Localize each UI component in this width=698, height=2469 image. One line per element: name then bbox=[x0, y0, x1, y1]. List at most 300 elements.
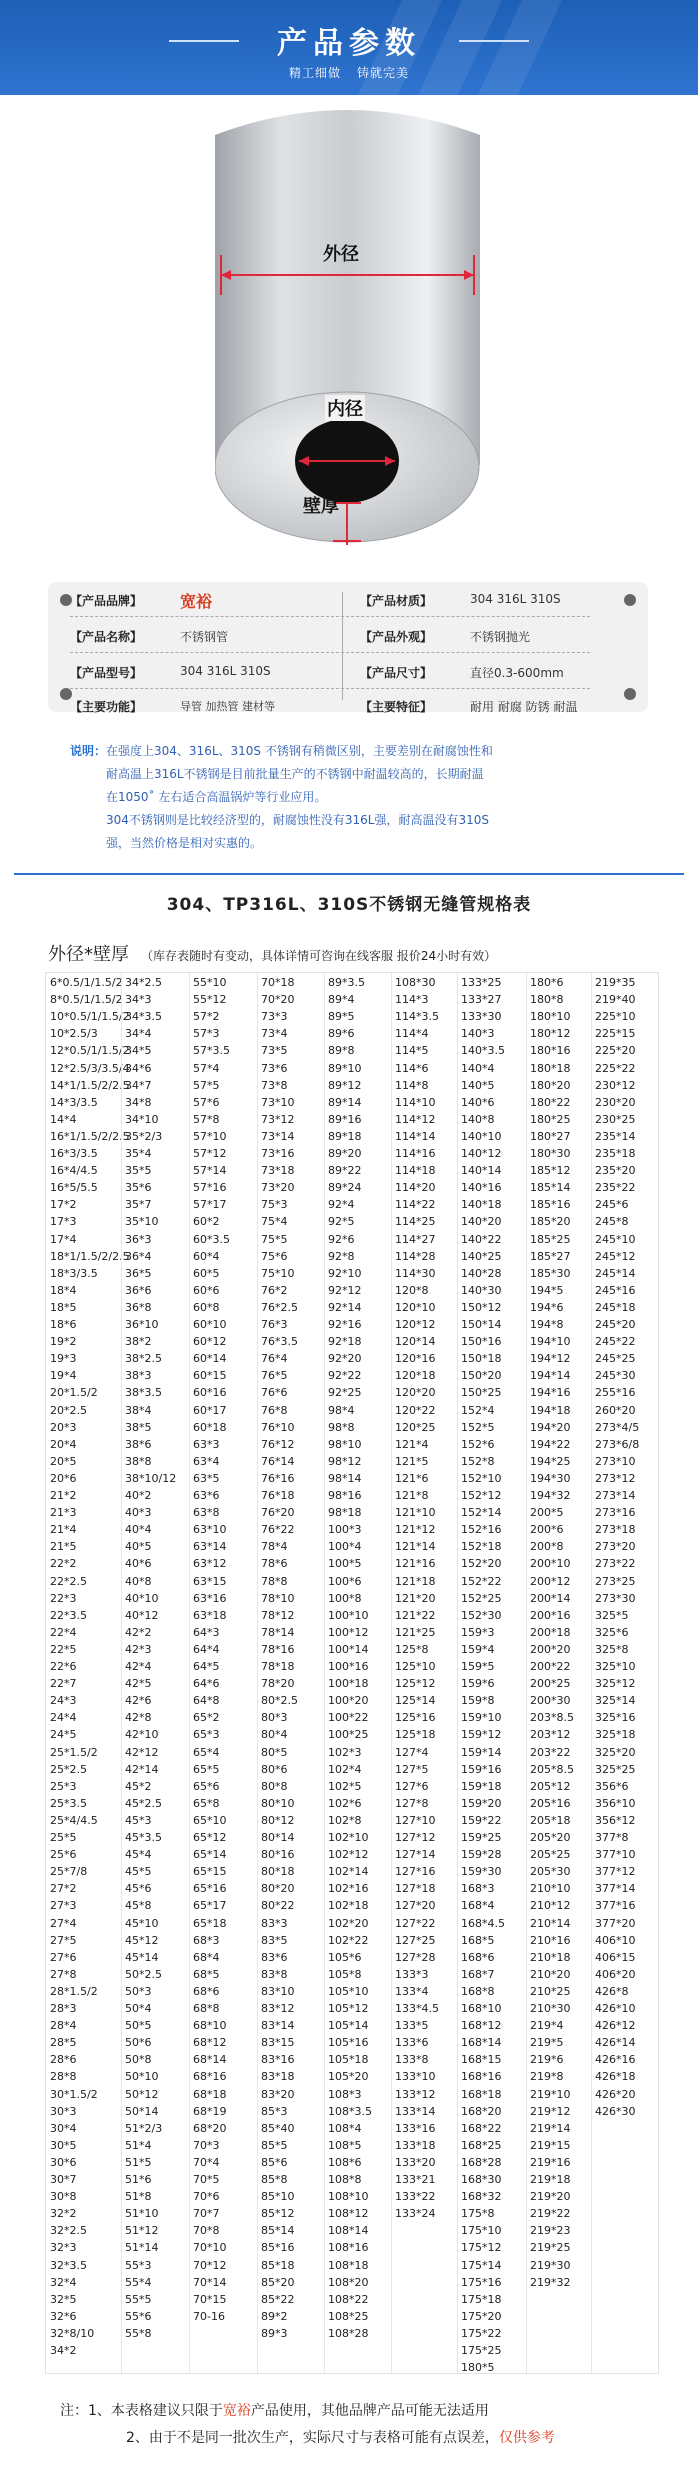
table-cell: 205*16 bbox=[530, 1796, 571, 1810]
table-cell: 60*3.5 bbox=[193, 1232, 230, 1246]
table-cell: 426*18 bbox=[595, 2070, 636, 2084]
table-cell: 245*22 bbox=[595, 1335, 636, 1349]
table-cell: 210*14 bbox=[530, 1916, 571, 1930]
table-cell: 100*4 bbox=[328, 1540, 362, 1554]
table-cell: 60*8 bbox=[193, 1300, 220, 1314]
table-cell: 108*30 bbox=[395, 976, 436, 989]
table-column-divider bbox=[189, 973, 190, 2373]
table-cell: 108*25 bbox=[328, 2309, 369, 2323]
table-cell: 73*8 bbox=[261, 1078, 288, 1092]
table-cell: 24*3 bbox=[50, 1694, 77, 1708]
table-cell: 140*8 bbox=[461, 1112, 495, 1126]
table-cell: 200*5 bbox=[530, 1506, 564, 1520]
table-cell: 127*12 bbox=[395, 1831, 436, 1844]
table-cell: 65*15 bbox=[193, 1865, 227, 1879]
table-cell: 98*4 bbox=[328, 1403, 355, 1417]
table-cell: 121*12 bbox=[395, 1523, 436, 1537]
table-cell: 57*2 bbox=[193, 1010, 220, 1024]
table-cell: 70*6 bbox=[193, 2190, 220, 2204]
table-cell: 78*8 bbox=[261, 1574, 288, 1588]
table-cell: 210*18 bbox=[530, 1950, 571, 1964]
table-cell: 105*14 bbox=[328, 2019, 369, 2033]
table-cell: 70*18 bbox=[261, 976, 295, 989]
table-cell: 225*20 bbox=[595, 1044, 636, 1058]
description-line: 在强度上304、316L、310S 不锈钢有稍微区别，主要差别在耐腐蚀性和 bbox=[106, 744, 493, 758]
table-cell: 60*16 bbox=[193, 1386, 227, 1400]
table-cell: 40*8 bbox=[125, 1574, 152, 1588]
table-cell: 219*20 bbox=[530, 2190, 571, 2204]
table-cell: 34*6 bbox=[125, 1061, 152, 1075]
table-cell: 100*8 bbox=[328, 1591, 362, 1605]
table-cell: 65*8 bbox=[193, 1796, 220, 1810]
table-cell: 219*5 bbox=[530, 2036, 564, 2050]
table-cell: 34*3.5 bbox=[125, 1010, 162, 1024]
table-cell: 102*5 bbox=[328, 1779, 362, 1793]
table-cell: 120*10 bbox=[395, 1300, 436, 1314]
table-cell: 185*16 bbox=[530, 1198, 571, 1212]
table-cell: 102*10 bbox=[328, 1831, 369, 1844]
table-cell: 168*30 bbox=[461, 2173, 502, 2186]
table-cell: 36*5 bbox=[125, 1266, 152, 1280]
table-cell: 80*8 bbox=[261, 1779, 288, 1793]
table-cell: 133*30 bbox=[461, 1010, 502, 1024]
table-cell: 35*4 bbox=[125, 1147, 152, 1160]
table-column-divider bbox=[121, 973, 122, 2373]
table-cell: 108*20 bbox=[328, 2275, 369, 2289]
table-cell: 20*1.5/2 bbox=[50, 1386, 98, 1400]
table-cell: 377*10 bbox=[595, 1848, 636, 1862]
table-cell: 133*5 bbox=[395, 2019, 429, 2033]
description-line: 耐高温上316L不锈钢是目前批量生产的不锈钢中耐温较高的，长期耐温 bbox=[106, 767, 484, 781]
table-cell: 68*12 bbox=[193, 2036, 227, 2050]
table-cell: 68*14 bbox=[193, 2053, 227, 2067]
table-cell: 133*27 bbox=[461, 993, 502, 1007]
table-cell: 22*2 bbox=[50, 1557, 77, 1571]
table-cell: 57*6 bbox=[193, 1095, 220, 1109]
table-cell: 273*12 bbox=[595, 1471, 636, 1485]
table-cell: 55*5 bbox=[125, 2292, 152, 2306]
table-cell: 168*4.5 bbox=[461, 1916, 505, 1930]
table-cell: 133*4.5 bbox=[395, 2002, 439, 2015]
table-cell: 18*6 bbox=[50, 1318, 77, 1331]
table-cell: 38*2.5 bbox=[125, 1352, 162, 1366]
table-cell: 28*6 bbox=[50, 2053, 77, 2067]
table-cell: 127*28 bbox=[395, 1950, 436, 1964]
table-cell: 325*16 bbox=[595, 1711, 636, 1725]
table-cell: 75*10 bbox=[261, 1266, 295, 1280]
table-cell: 219*12 bbox=[530, 2104, 571, 2118]
table-cell: 76*2 bbox=[261, 1283, 288, 1297]
table-cell: 426*10 bbox=[595, 2002, 636, 2015]
table-cell: 98*10 bbox=[328, 1437, 362, 1451]
table-cell: 114*14 bbox=[395, 1129, 436, 1143]
table-cell: 89*8 bbox=[328, 1044, 355, 1058]
row-divider bbox=[70, 616, 590, 617]
table-cell: 377*20 bbox=[595, 1916, 636, 1930]
table-cell: 100*14 bbox=[328, 1642, 369, 1656]
table-cell: 76*4 bbox=[261, 1352, 288, 1366]
table-cell: 194*16 bbox=[530, 1386, 571, 1400]
table-cell: 57*17 bbox=[193, 1198, 227, 1212]
table-cell: 245*20 bbox=[595, 1318, 636, 1331]
table-cell: 32*3.5 bbox=[50, 2258, 87, 2272]
section-divider bbox=[14, 873, 684, 875]
table-cell: 205*20 bbox=[530, 1831, 571, 1844]
table-cell: 159*14 bbox=[461, 1745, 502, 1759]
table-cell: 159*16 bbox=[461, 1762, 502, 1776]
table-cell: 406*10 bbox=[595, 1933, 636, 1947]
table-cell: 168*16 bbox=[461, 2070, 502, 2084]
table-cell: 100*16 bbox=[328, 1660, 369, 1673]
table-cell: 73*6 bbox=[261, 1061, 288, 1075]
table-cell: 63*18 bbox=[193, 1608, 227, 1622]
table-cell: 57*12 bbox=[193, 1147, 227, 1160]
table-cell: 63*14 bbox=[193, 1540, 227, 1554]
table-cell: 200*8 bbox=[530, 1540, 564, 1554]
table-cell: 40*10 bbox=[125, 1591, 159, 1605]
table-cell: 32*3 bbox=[50, 2241, 77, 2255]
table-cell: 35*2/3 bbox=[125, 1129, 163, 1143]
table-cell: 325*18 bbox=[595, 1728, 636, 1742]
table-cell: 159*22 bbox=[461, 1813, 502, 1827]
table-cell: 125*14 bbox=[395, 1694, 436, 1708]
table-cell: 76*18 bbox=[261, 1489, 295, 1502]
table-cell: 245*8 bbox=[595, 1215, 629, 1229]
table-cell: 377*8 bbox=[595, 1831, 629, 1844]
table-cell: 85*5 bbox=[261, 2138, 288, 2152]
table-cell: 219*18 bbox=[530, 2173, 571, 2186]
table-cell: 205*30 bbox=[530, 1865, 571, 1879]
table-cell: 42*14 bbox=[125, 1762, 159, 1776]
spec-key: 【产品尺寸】 bbox=[360, 666, 433, 680]
table-cell: 114*3.5 bbox=[395, 1010, 439, 1024]
table-cell: 194*18 bbox=[530, 1403, 571, 1417]
table-cell: 120*16 bbox=[395, 1352, 436, 1366]
table-cell: 159*20 bbox=[461, 1796, 502, 1810]
table-cell: 140*3.5 bbox=[461, 1044, 505, 1058]
table-cell: 64*5 bbox=[193, 1660, 220, 1673]
table-cell: 356*10 bbox=[595, 1796, 636, 1810]
table-cell: 159*12 bbox=[461, 1728, 502, 1742]
table-cell: 108*28 bbox=[328, 2326, 369, 2340]
table-cell: 168*32 bbox=[461, 2190, 502, 2204]
table-cell: 28*4 bbox=[50, 2019, 77, 2033]
table-cell: 19*4 bbox=[50, 1369, 77, 1383]
table-cell: 70*10 bbox=[193, 2241, 227, 2255]
table-cell: 185*27 bbox=[530, 1249, 571, 1263]
table-cell: 65*4 bbox=[193, 1745, 220, 1759]
table-cell: 325*25 bbox=[595, 1762, 636, 1776]
table-cell: 83*14 bbox=[261, 2019, 295, 2033]
table-cell: 219*35 bbox=[595, 976, 636, 989]
table-cell: 75*5 bbox=[261, 1232, 288, 1246]
table-cell: 150*14 bbox=[461, 1318, 502, 1331]
table-cell: 83*8 bbox=[261, 1967, 288, 1981]
table-cell: 140*6 bbox=[461, 1095, 495, 1109]
table-cell: 102*20 bbox=[328, 1916, 369, 1930]
table-cell: 125*10 bbox=[395, 1660, 436, 1673]
table-cell: 102*4 bbox=[328, 1762, 362, 1776]
table-cell: 219*14 bbox=[530, 2121, 571, 2135]
table-cell: 57*16 bbox=[193, 1181, 227, 1195]
table-cell: 210*20 bbox=[530, 1967, 571, 1981]
table-cell: 85*12 bbox=[261, 2207, 295, 2221]
table-cell: 32*2.5 bbox=[50, 2224, 87, 2238]
table-cell: 127*14 bbox=[395, 1848, 436, 1862]
table-cell: 194*32 bbox=[530, 1489, 571, 1502]
table-cell: 42*10 bbox=[125, 1728, 159, 1742]
table-cell: 25*2.5 bbox=[50, 1762, 87, 1776]
row-divider bbox=[70, 688, 590, 689]
table-cell: 63*4 bbox=[193, 1454, 220, 1468]
table-cell: 80*18 bbox=[261, 1865, 295, 1879]
table-cell: 6*0.5/1/1.5/2 bbox=[50, 976, 123, 989]
table-cell: 51*12 bbox=[125, 2224, 159, 2238]
table-cell: 203*12 bbox=[530, 1728, 571, 1742]
table-cell: 89*24 bbox=[328, 1181, 362, 1195]
table-cell: 159*28 bbox=[461, 1848, 502, 1862]
spec-table bbox=[45, 972, 659, 2374]
spec-value: 导管 加热管 建材等 bbox=[180, 700, 275, 713]
table-cell: 98*18 bbox=[328, 1506, 362, 1520]
table-cell: 60*6 bbox=[193, 1283, 220, 1297]
table-cell: 22*7 bbox=[50, 1677, 77, 1691]
table-cell: 63*12 bbox=[193, 1557, 227, 1571]
table-cell: 17*3 bbox=[50, 1215, 77, 1229]
table-cell: 114*27 bbox=[395, 1232, 436, 1246]
table-cell: 42*6 bbox=[125, 1694, 152, 1708]
table-cell: 175*8 bbox=[461, 2207, 495, 2221]
table-cell: 89*2 bbox=[261, 2309, 288, 2323]
table-cell: 21*4 bbox=[50, 1523, 77, 1537]
table-cell: 24*4 bbox=[50, 1711, 77, 1725]
table-cell: 219*4 bbox=[530, 2019, 564, 2033]
table-cell: 406*20 bbox=[595, 1967, 636, 1981]
table-cell: 120*18 bbox=[395, 1369, 436, 1383]
table-cell: 70*3 bbox=[193, 2138, 220, 2152]
spec-key: 【主要特征】 bbox=[360, 700, 433, 714]
table-cell: 80*4 bbox=[261, 1728, 288, 1742]
table-cell: 200*18 bbox=[530, 1625, 571, 1639]
table-cell: 219*30 bbox=[530, 2258, 571, 2272]
table-cell: 121*25 bbox=[395, 1625, 436, 1639]
table-cell: 133*22 bbox=[395, 2190, 436, 2204]
table-cell: 40*3 bbox=[125, 1506, 152, 1520]
table-cell: 114*20 bbox=[395, 1181, 436, 1195]
table-cell: 68*6 bbox=[193, 1984, 220, 1998]
table-cell: 159*30 bbox=[461, 1865, 502, 1879]
table-cell: 260*20 bbox=[595, 1403, 636, 1417]
table-cell: 127*25 bbox=[395, 1933, 436, 1947]
table-cell: 219*10 bbox=[530, 2087, 571, 2101]
table-cell: 80*10 bbox=[261, 1796, 295, 1810]
table-cell: 121*6 bbox=[395, 1471, 429, 1485]
table-cell: 114*6 bbox=[395, 1061, 429, 1075]
table-cell: 65*14 bbox=[193, 1848, 227, 1862]
spec-row bbox=[70, 592, 630, 618]
table-cell: 78*6 bbox=[261, 1557, 288, 1571]
table-cell: 40*2 bbox=[125, 1489, 152, 1502]
table-cell: 16*1/1.5/2/2.5 bbox=[50, 1129, 130, 1143]
table-cell: 22*3.5 bbox=[50, 1608, 87, 1622]
table-cell: 73*5 bbox=[261, 1044, 288, 1058]
table-cell: 100*3 bbox=[328, 1523, 362, 1537]
table-cell: 105*18 bbox=[328, 2053, 369, 2067]
table-cell: 325*8 bbox=[595, 1642, 629, 1656]
spec-row bbox=[70, 628, 630, 654]
table-cell: 225*22 bbox=[595, 1061, 636, 1075]
table-cell: 168*22 bbox=[461, 2121, 502, 2135]
table-cell: 426*12 bbox=[595, 2019, 636, 2033]
table-cell: 152*22 bbox=[461, 1574, 502, 1588]
table-cell: 133*25 bbox=[461, 976, 502, 989]
table-cell: 200*10 bbox=[530, 1557, 571, 1571]
table-cell: 200*14 bbox=[530, 1591, 571, 1605]
table-cell: 127*4 bbox=[395, 1745, 429, 1759]
table-cell: 25*5 bbox=[50, 1831, 77, 1844]
table-cell: 85*40 bbox=[261, 2121, 295, 2135]
table-cell: 45*6 bbox=[125, 1882, 152, 1896]
table-cell: 127*8 bbox=[395, 1796, 429, 1810]
table-cell: 159*25 bbox=[461, 1831, 502, 1844]
table-cell: 83*10 bbox=[261, 1984, 295, 1998]
table-cell: 92*8 bbox=[328, 1249, 355, 1263]
table-cell: 140*10 bbox=[461, 1129, 502, 1143]
table-cell: 38*3 bbox=[125, 1369, 152, 1383]
table-cell: 245*14 bbox=[595, 1266, 636, 1280]
table-cell: 100*25 bbox=[328, 1728, 369, 1742]
table-cell: 57*5 bbox=[193, 1078, 220, 1092]
table-cell: 75*4 bbox=[261, 1215, 288, 1229]
table-cell: 65*10 bbox=[193, 1813, 227, 1827]
table-cell: 102*6 bbox=[328, 1796, 362, 1810]
table-cell: 85*3 bbox=[261, 2104, 288, 2118]
table-cell: 133*8 bbox=[395, 2053, 429, 2067]
table-cell: 34*10 bbox=[125, 1112, 159, 1126]
table-cell: 34*5 bbox=[125, 1044, 152, 1058]
table-cell: 180*6 bbox=[530, 976, 564, 989]
table-cell: 89*6 bbox=[328, 1027, 355, 1041]
table-cell: 30*6 bbox=[50, 2155, 77, 2169]
table-cell: 42*2 bbox=[125, 1625, 152, 1639]
table-cell: 45*12 bbox=[125, 1933, 159, 1947]
table-cell: 89*3.5 bbox=[328, 976, 365, 989]
table-cell: 120*12 bbox=[395, 1318, 436, 1331]
table-cell: 219*8 bbox=[530, 2070, 564, 2084]
table-cell: 85*8 bbox=[261, 2173, 288, 2186]
table-cell: 51*10 bbox=[125, 2207, 159, 2221]
table-cell: 152*16 bbox=[461, 1523, 502, 1537]
table-cell: 78*14 bbox=[261, 1625, 295, 1639]
table-cell: 127*10 bbox=[395, 1813, 436, 1827]
table-cell: 80*3 bbox=[261, 1711, 288, 1725]
table-cell: 50*10 bbox=[125, 2070, 159, 2084]
table-cell: 63*6 bbox=[193, 1489, 220, 1502]
table-cell: 245*30 bbox=[595, 1369, 636, 1383]
table-cell: 100*18 bbox=[328, 1677, 369, 1691]
table-cell: 102*8 bbox=[328, 1813, 362, 1827]
table-cell: 120*14 bbox=[395, 1335, 436, 1349]
table-cell: 426*20 bbox=[595, 2087, 636, 2101]
table-cell: 140*18 bbox=[461, 1198, 502, 1212]
table-cell: 8*0.5/1/1.5/2 bbox=[50, 993, 123, 1007]
table-cell: 89*10 bbox=[328, 1061, 362, 1075]
table-cell: 35*10 bbox=[125, 1215, 159, 1229]
table-cell: 51*8 bbox=[125, 2190, 152, 2204]
table-cell: 108*18 bbox=[328, 2258, 369, 2272]
table-cell: 80*5 bbox=[261, 1745, 288, 1759]
table-cell: 100*5 bbox=[328, 1557, 362, 1571]
table-cell: 85*18 bbox=[261, 2258, 295, 2272]
table-cell: 356*6 bbox=[595, 1779, 629, 1793]
table-cell: 76*2.5 bbox=[261, 1300, 298, 1314]
description-line: 强，当然价格是相对实惠的。 bbox=[106, 836, 263, 850]
table-cell: 200*20 bbox=[530, 1642, 571, 1656]
table-cell: 325*12 bbox=[595, 1677, 636, 1691]
table-cell: 50*3 bbox=[125, 1984, 152, 1998]
table-column bbox=[391, 973, 457, 2373]
table-cell: 245*6 bbox=[595, 1198, 629, 1212]
table-cell: 219*23 bbox=[530, 2224, 571, 2238]
table-cell: 50*4 bbox=[125, 2002, 152, 2015]
table-cell: 121*8 bbox=[395, 1489, 429, 1502]
table-cell: 28*8 bbox=[50, 2070, 77, 2084]
table-cell: 230*25 bbox=[595, 1112, 636, 1126]
table-cell: 36*3 bbox=[125, 1232, 152, 1246]
table-cell: 38*6 bbox=[125, 1437, 152, 1451]
table-cell: 76*12 bbox=[261, 1437, 295, 1451]
table-cell: 65*16 bbox=[193, 1882, 227, 1896]
table-cell: 133*20 bbox=[395, 2155, 436, 2169]
table-cell: 140*25 bbox=[461, 1249, 502, 1263]
table-cell: 219*15 bbox=[530, 2138, 571, 2152]
table-cell: 73*14 bbox=[261, 1129, 295, 1143]
table-cell: 65*2 bbox=[193, 1711, 220, 1725]
table-cell: 45*3.5 bbox=[125, 1831, 162, 1844]
table-cell: 89*14 bbox=[328, 1095, 362, 1109]
table-cell: 34*2.5 bbox=[125, 976, 162, 989]
table-cell: 42*4 bbox=[125, 1660, 152, 1673]
table-cell: 235*20 bbox=[595, 1164, 636, 1178]
table-cell: 273*25 bbox=[595, 1574, 636, 1588]
table-cell: 114*18 bbox=[395, 1164, 436, 1178]
table-cell: 63*15 bbox=[193, 1574, 227, 1588]
table-cell: 205*25 bbox=[530, 1848, 571, 1862]
table-cell: 200*6 bbox=[530, 1523, 564, 1537]
table-cell: 180*5 bbox=[461, 2361, 495, 2375]
table-cell: 120*25 bbox=[395, 1420, 436, 1434]
table-cell: 219*25 bbox=[530, 2241, 571, 2255]
table-cell: 194*10 bbox=[530, 1335, 571, 1349]
table-cell: 133*6 bbox=[395, 2036, 429, 2050]
table-cell: 194*8 bbox=[530, 1318, 564, 1331]
table-cell: 51*6 bbox=[125, 2173, 152, 2186]
table-cell: 426*14 bbox=[595, 2036, 636, 2050]
table-cell: 108*14 bbox=[328, 2224, 369, 2238]
table-cell: 92*5 bbox=[328, 1215, 355, 1229]
table-cell: 175*18 bbox=[461, 2292, 502, 2306]
table-cell: 30*4 bbox=[50, 2121, 77, 2135]
table-cell: 210*10 bbox=[530, 1882, 571, 1896]
spec-value: 不锈钢抛光 bbox=[470, 630, 531, 644]
spec-value: 不锈钢管 bbox=[180, 630, 229, 644]
table-cell: 168*10 bbox=[461, 2002, 502, 2015]
table-cell: 133*16 bbox=[395, 2121, 436, 2135]
table-cell: 210*25 bbox=[530, 1984, 571, 1998]
table-cell: 194*30 bbox=[530, 1471, 571, 1485]
table-column bbox=[121, 973, 189, 2373]
table-cell: 150*16 bbox=[461, 1335, 502, 1349]
